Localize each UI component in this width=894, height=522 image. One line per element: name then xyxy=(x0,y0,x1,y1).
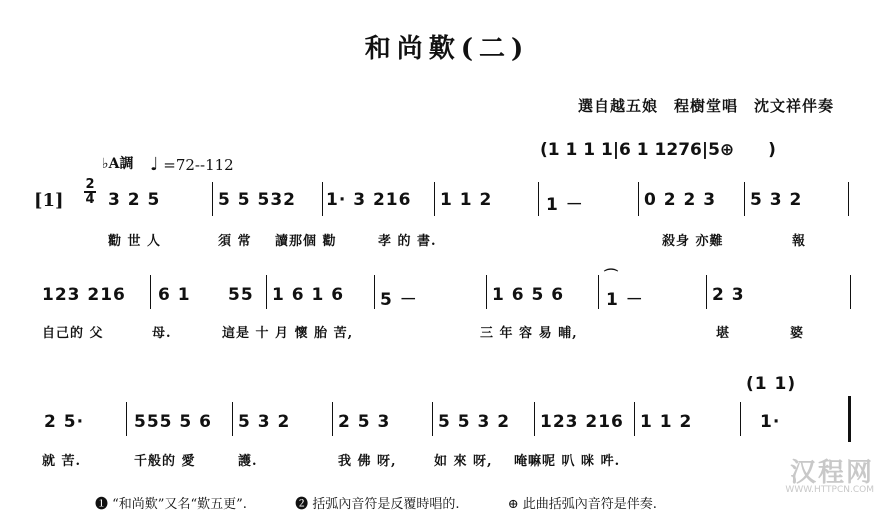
footnotes xyxy=(95,493,657,512)
time-signature-bottom: 4 xyxy=(85,192,95,207)
note-group: 1 － xyxy=(606,290,644,310)
lyric-group: 孝 的 書. xyxy=(378,234,437,249)
time-signature xyxy=(84,178,96,206)
lyric-group: 護. xyxy=(238,454,258,469)
bar-line xyxy=(374,275,375,309)
footnote-text: 此曲括弧內音符是伴奏. xyxy=(522,497,657,512)
bar-line xyxy=(232,402,233,436)
lyric-group: 唵嘛呢 叭 咪 吽. xyxy=(514,454,621,469)
bar-line xyxy=(706,275,707,309)
score-credits: 選自越五娘 程樹堂唱 沈文祥伴奏 xyxy=(577,97,834,115)
bar-line xyxy=(212,182,213,216)
time-signature-top: 2 xyxy=(85,177,95,192)
footnote-marker: ❶ xyxy=(95,497,109,512)
lyric-group: 我 佛 呀, xyxy=(338,454,397,469)
lyric-group: 報 xyxy=(792,234,807,249)
lyric-group: 三 年 容 易 晡, xyxy=(480,326,578,341)
bar-line xyxy=(534,402,535,436)
note-group: 5 5 3 2 xyxy=(438,412,511,432)
footnote-text: 括弧內音符是反覆時唱的. xyxy=(312,497,460,512)
note-group: 6 1 xyxy=(158,285,191,305)
note-group: 1 1 2 xyxy=(640,412,693,432)
bar-line xyxy=(538,182,539,216)
bar-line xyxy=(638,182,639,216)
section-label: [1] xyxy=(34,190,64,211)
bar-line xyxy=(126,402,127,436)
lyric-group: 自己的 父 xyxy=(42,326,104,341)
lyric-group: 須 常 xyxy=(218,234,252,249)
note-group: 1 6 5 6 xyxy=(492,285,565,305)
note-group: 2 5· xyxy=(44,412,85,432)
note-group: 1 － xyxy=(546,195,584,215)
note-group: 555 5 6 xyxy=(134,412,212,432)
fermata-icon: ⌒ xyxy=(604,269,618,285)
accompaniment-notes: (1 1) xyxy=(746,374,797,394)
watermark-url: WWW.HTTPCN.COM xyxy=(785,485,874,495)
bar-line xyxy=(740,402,741,436)
lyric-group: 讀那個 勸 xyxy=(275,234,337,249)
note-group: 2 5 3 xyxy=(338,412,391,432)
lyric-group: 千般的 愛 xyxy=(134,454,196,469)
bar-line xyxy=(432,402,433,436)
lyric-group: 就 苦. xyxy=(42,454,82,469)
footnote-marker: ⊕ xyxy=(507,497,519,512)
bar-line xyxy=(744,182,745,216)
intro-accompaniment: (1 1 1 1|6 1 1276|5⊕ ) xyxy=(540,140,776,160)
note-group: 123 216 xyxy=(42,285,126,305)
note-group: 5 5 532 xyxy=(218,190,296,210)
lyric-group: 母. xyxy=(152,326,172,341)
note-group: 1· 3 216 xyxy=(326,190,412,210)
note-group: 5 3 2 xyxy=(238,412,291,432)
note-group: 5 3 2 xyxy=(750,190,803,210)
lyric-group: 婆 xyxy=(790,326,805,341)
note-group: 123 216 xyxy=(540,412,624,432)
footnote-marker: ❷ xyxy=(295,497,309,512)
lyric-group: 勸 世 人 xyxy=(108,234,162,249)
bar-line xyxy=(850,275,851,309)
note-group: 1 6 1 6 xyxy=(272,285,345,305)
quarter-note-icon: ♩ xyxy=(150,154,159,175)
bar-line xyxy=(598,275,599,309)
bar-line xyxy=(434,182,435,216)
bar-line-final xyxy=(848,396,851,442)
note-group: 2 3 xyxy=(712,285,745,305)
note-group: 1· xyxy=(760,412,781,432)
bar-line xyxy=(150,275,151,309)
note-group: 3 2 5 xyxy=(108,190,161,210)
bar-line xyxy=(634,402,635,436)
bar-line xyxy=(266,275,267,309)
bar-line xyxy=(322,182,323,216)
score-title: 和尚歎(二) xyxy=(364,34,530,64)
lyric-group: 這是 十 月 懷 胎 苦, xyxy=(222,326,354,341)
lyric-group: 殺身 亦難 xyxy=(662,234,724,249)
watermark-logo: 汉程网 xyxy=(789,458,874,488)
lyric-group: 如 來 呀, xyxy=(434,454,493,469)
note-group: 5 － xyxy=(380,290,418,310)
note-group: 55 xyxy=(228,285,254,305)
bar-line xyxy=(848,182,849,216)
note-group: 1 1 2 xyxy=(440,190,493,210)
tempo-marking xyxy=(150,154,234,175)
footnote-text: “和尚歎”又名“歎五更”. xyxy=(112,497,247,512)
key-signature: ♭A調 xyxy=(102,156,134,172)
note-group: 0 2 2 3 xyxy=(644,190,717,210)
bar-line xyxy=(486,275,487,309)
lyric-group: 堪 xyxy=(716,326,731,341)
bar-line xyxy=(332,402,333,436)
tempo-value: =72--112 xyxy=(163,156,234,174)
